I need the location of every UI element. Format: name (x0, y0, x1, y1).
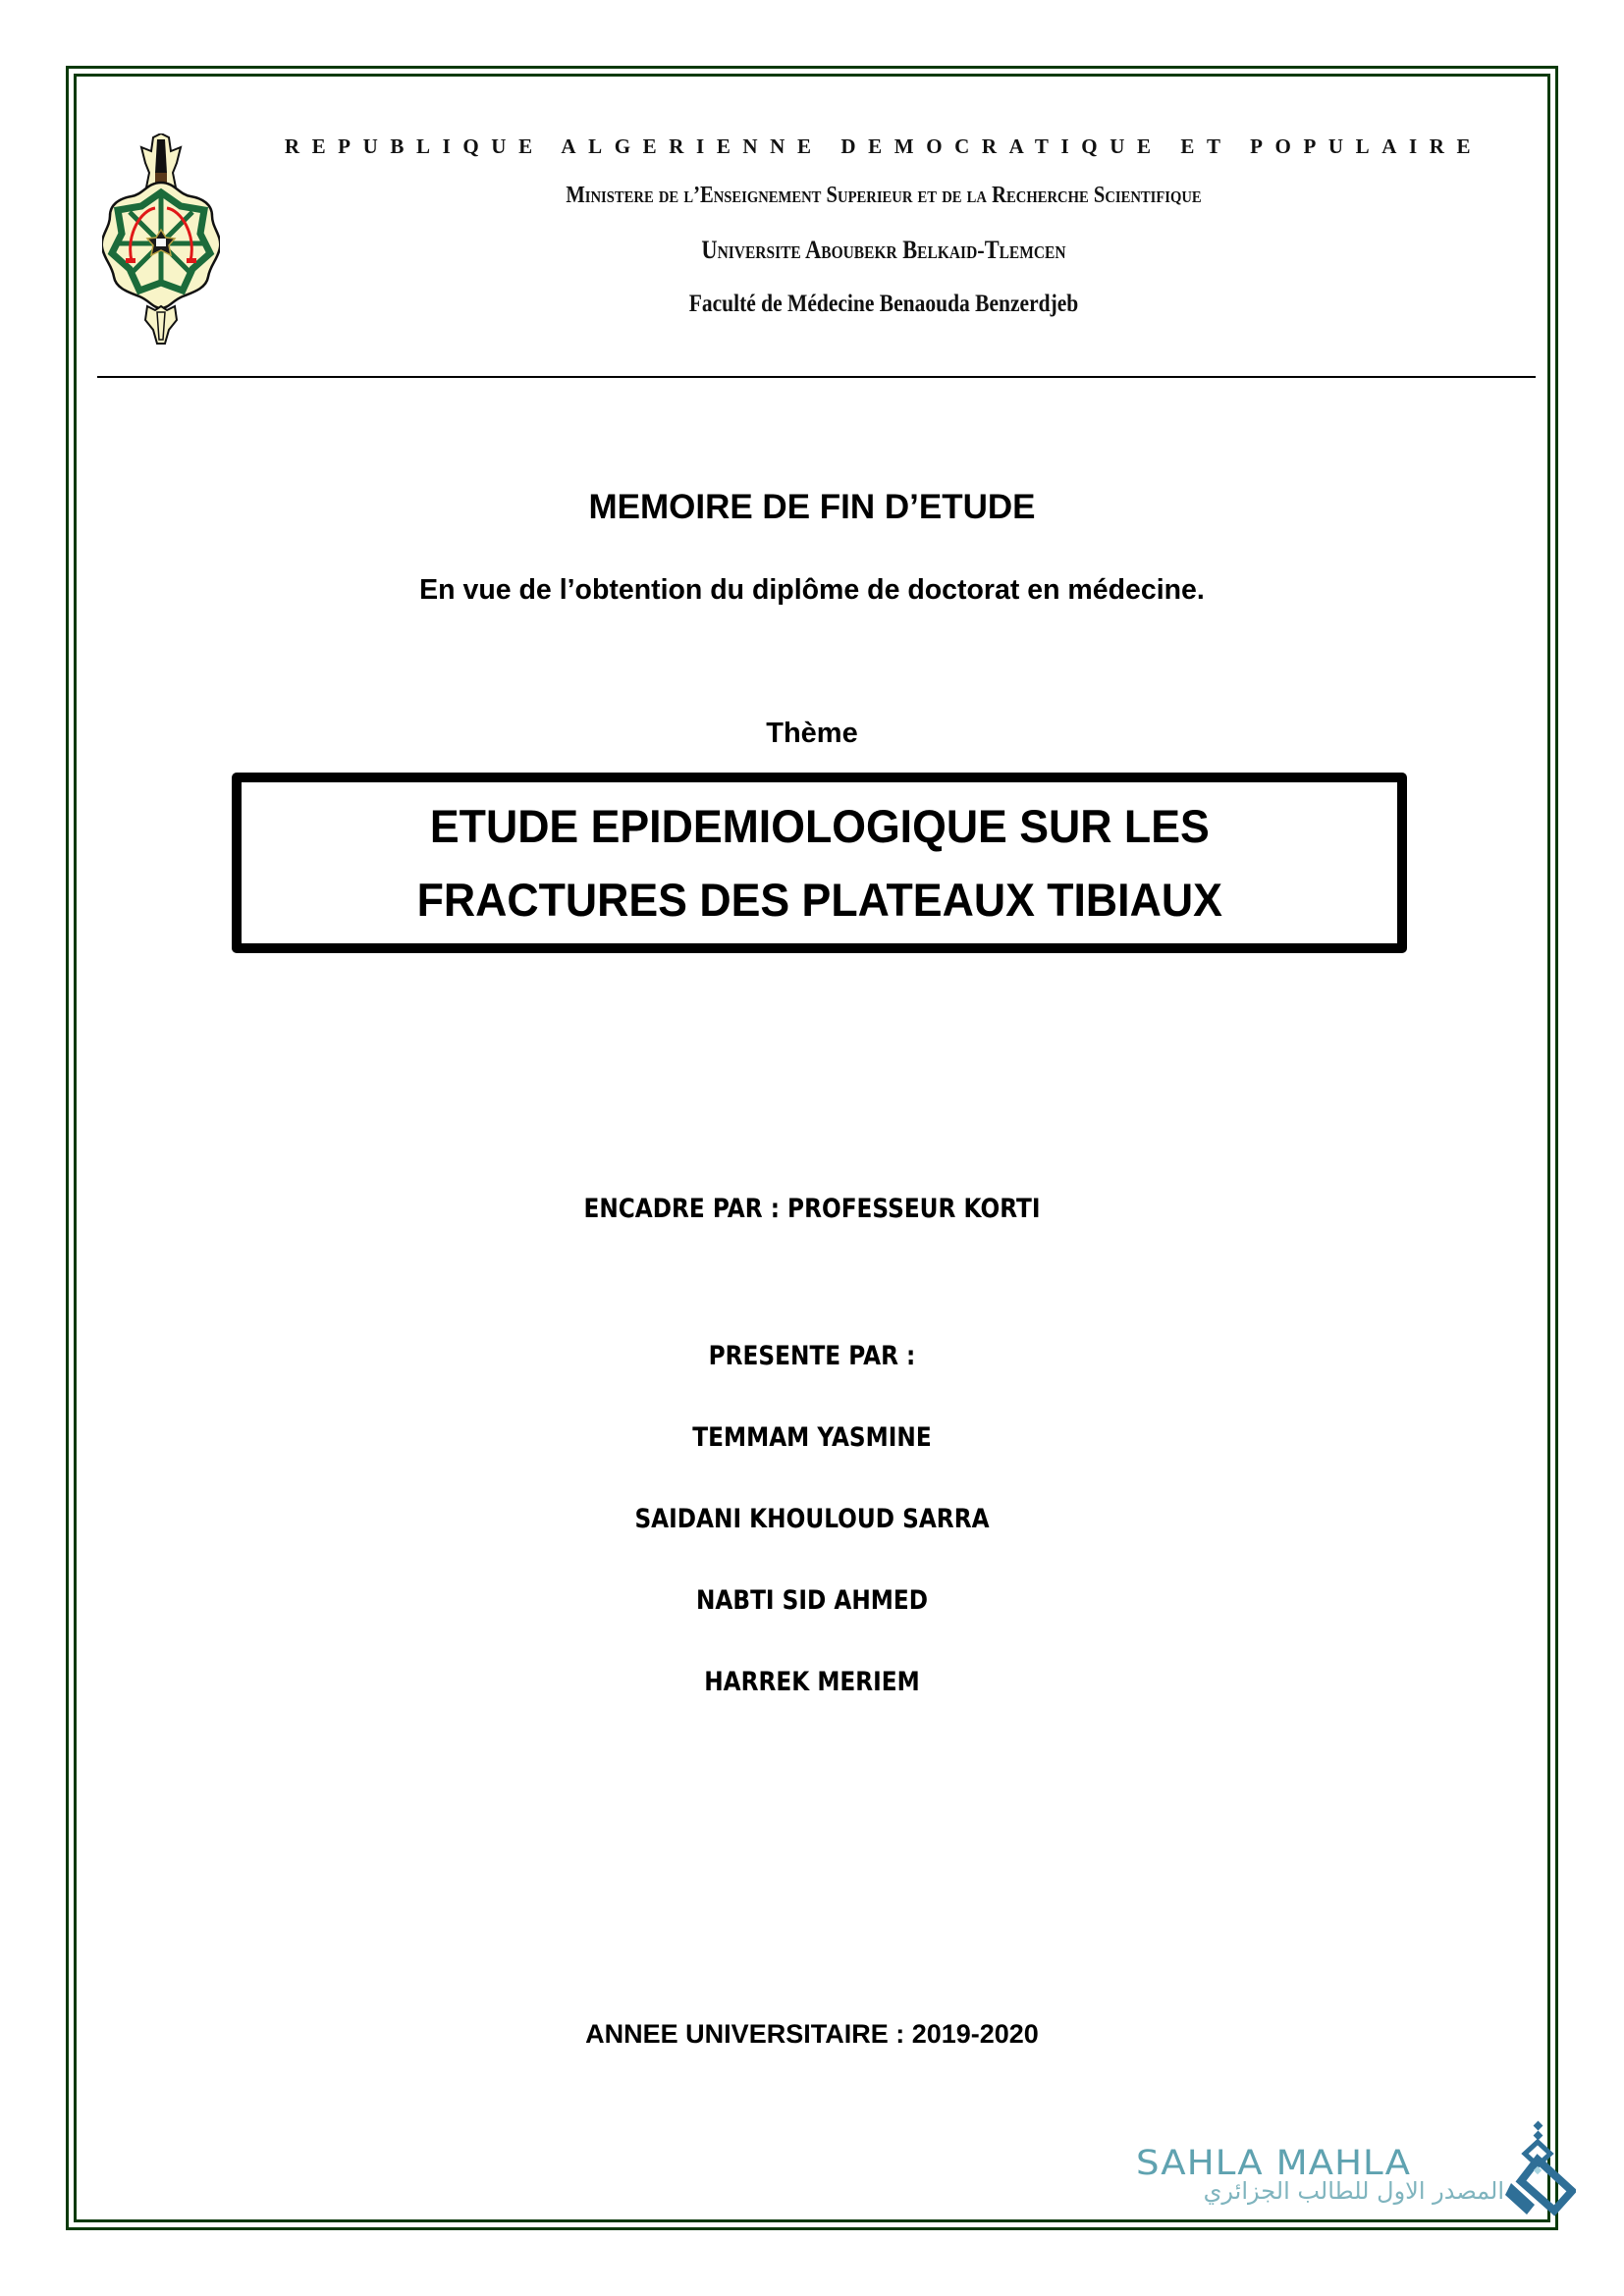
authors-label: PRESENTE PAR : (708, 1341, 916, 1371)
author-name: TEMMAM YASMINE (692, 1422, 932, 1453)
page-border-inner (74, 74, 1550, 2222)
thesis-title-line-2: FRACTURES DES PLATEAUX TIBIAUX (416, 874, 1222, 926)
academic-year: ANNEE UNIVERSITAIRE : 2019-2020 (585, 2019, 1039, 2049)
watermark-tagline: المصدر الاول للطالب الجزائري (1203, 2177, 1504, 2205)
thesis-title-line-1: ETUDE EPIDEMIOLOGIQUE SUR LES (429, 800, 1210, 852)
theme-label: Thème (766, 718, 858, 749)
header-faculty: Faculté de Médecine Benaouda Benzerdjeb (688, 291, 1079, 317)
author-name: NABTI SID AHMED (695, 1585, 929, 1616)
document-purpose: En vue de l’obtention du diplôme de doctorat en médecine. (419, 574, 1205, 606)
header-university: Universite Aboubekr Belkaid-Tlemcen (701, 236, 1066, 264)
supervisor: ENCADRE PAR : PROFESSEUR KORTI (583, 1194, 1041, 1224)
header-ministry: Ministere de l’Enseignement Superieur et de la Recherche Scientifique (566, 183, 1202, 208)
author-name: SAIDANI KHOULOUD SARRA (634, 1504, 990, 1534)
document-type: MEMOIRE DE FIN D’ETUDE (588, 488, 1036, 526)
author-name: HARREK MERIEM (704, 1667, 920, 1697)
header-divider (97, 376, 1536, 378)
university-crest-icon (102, 133, 220, 346)
sahla-mahla-logo-icon (1505, 2120, 1576, 2218)
watermark-brand: SAHLA MAHLA (1136, 2144, 1412, 2183)
thesis-title-box (232, 773, 1407, 953)
header-republic: REPUBLIQUE ALGERIENNE DEMOCRATIQUE ET POPULAIRE (284, 134, 1484, 158)
